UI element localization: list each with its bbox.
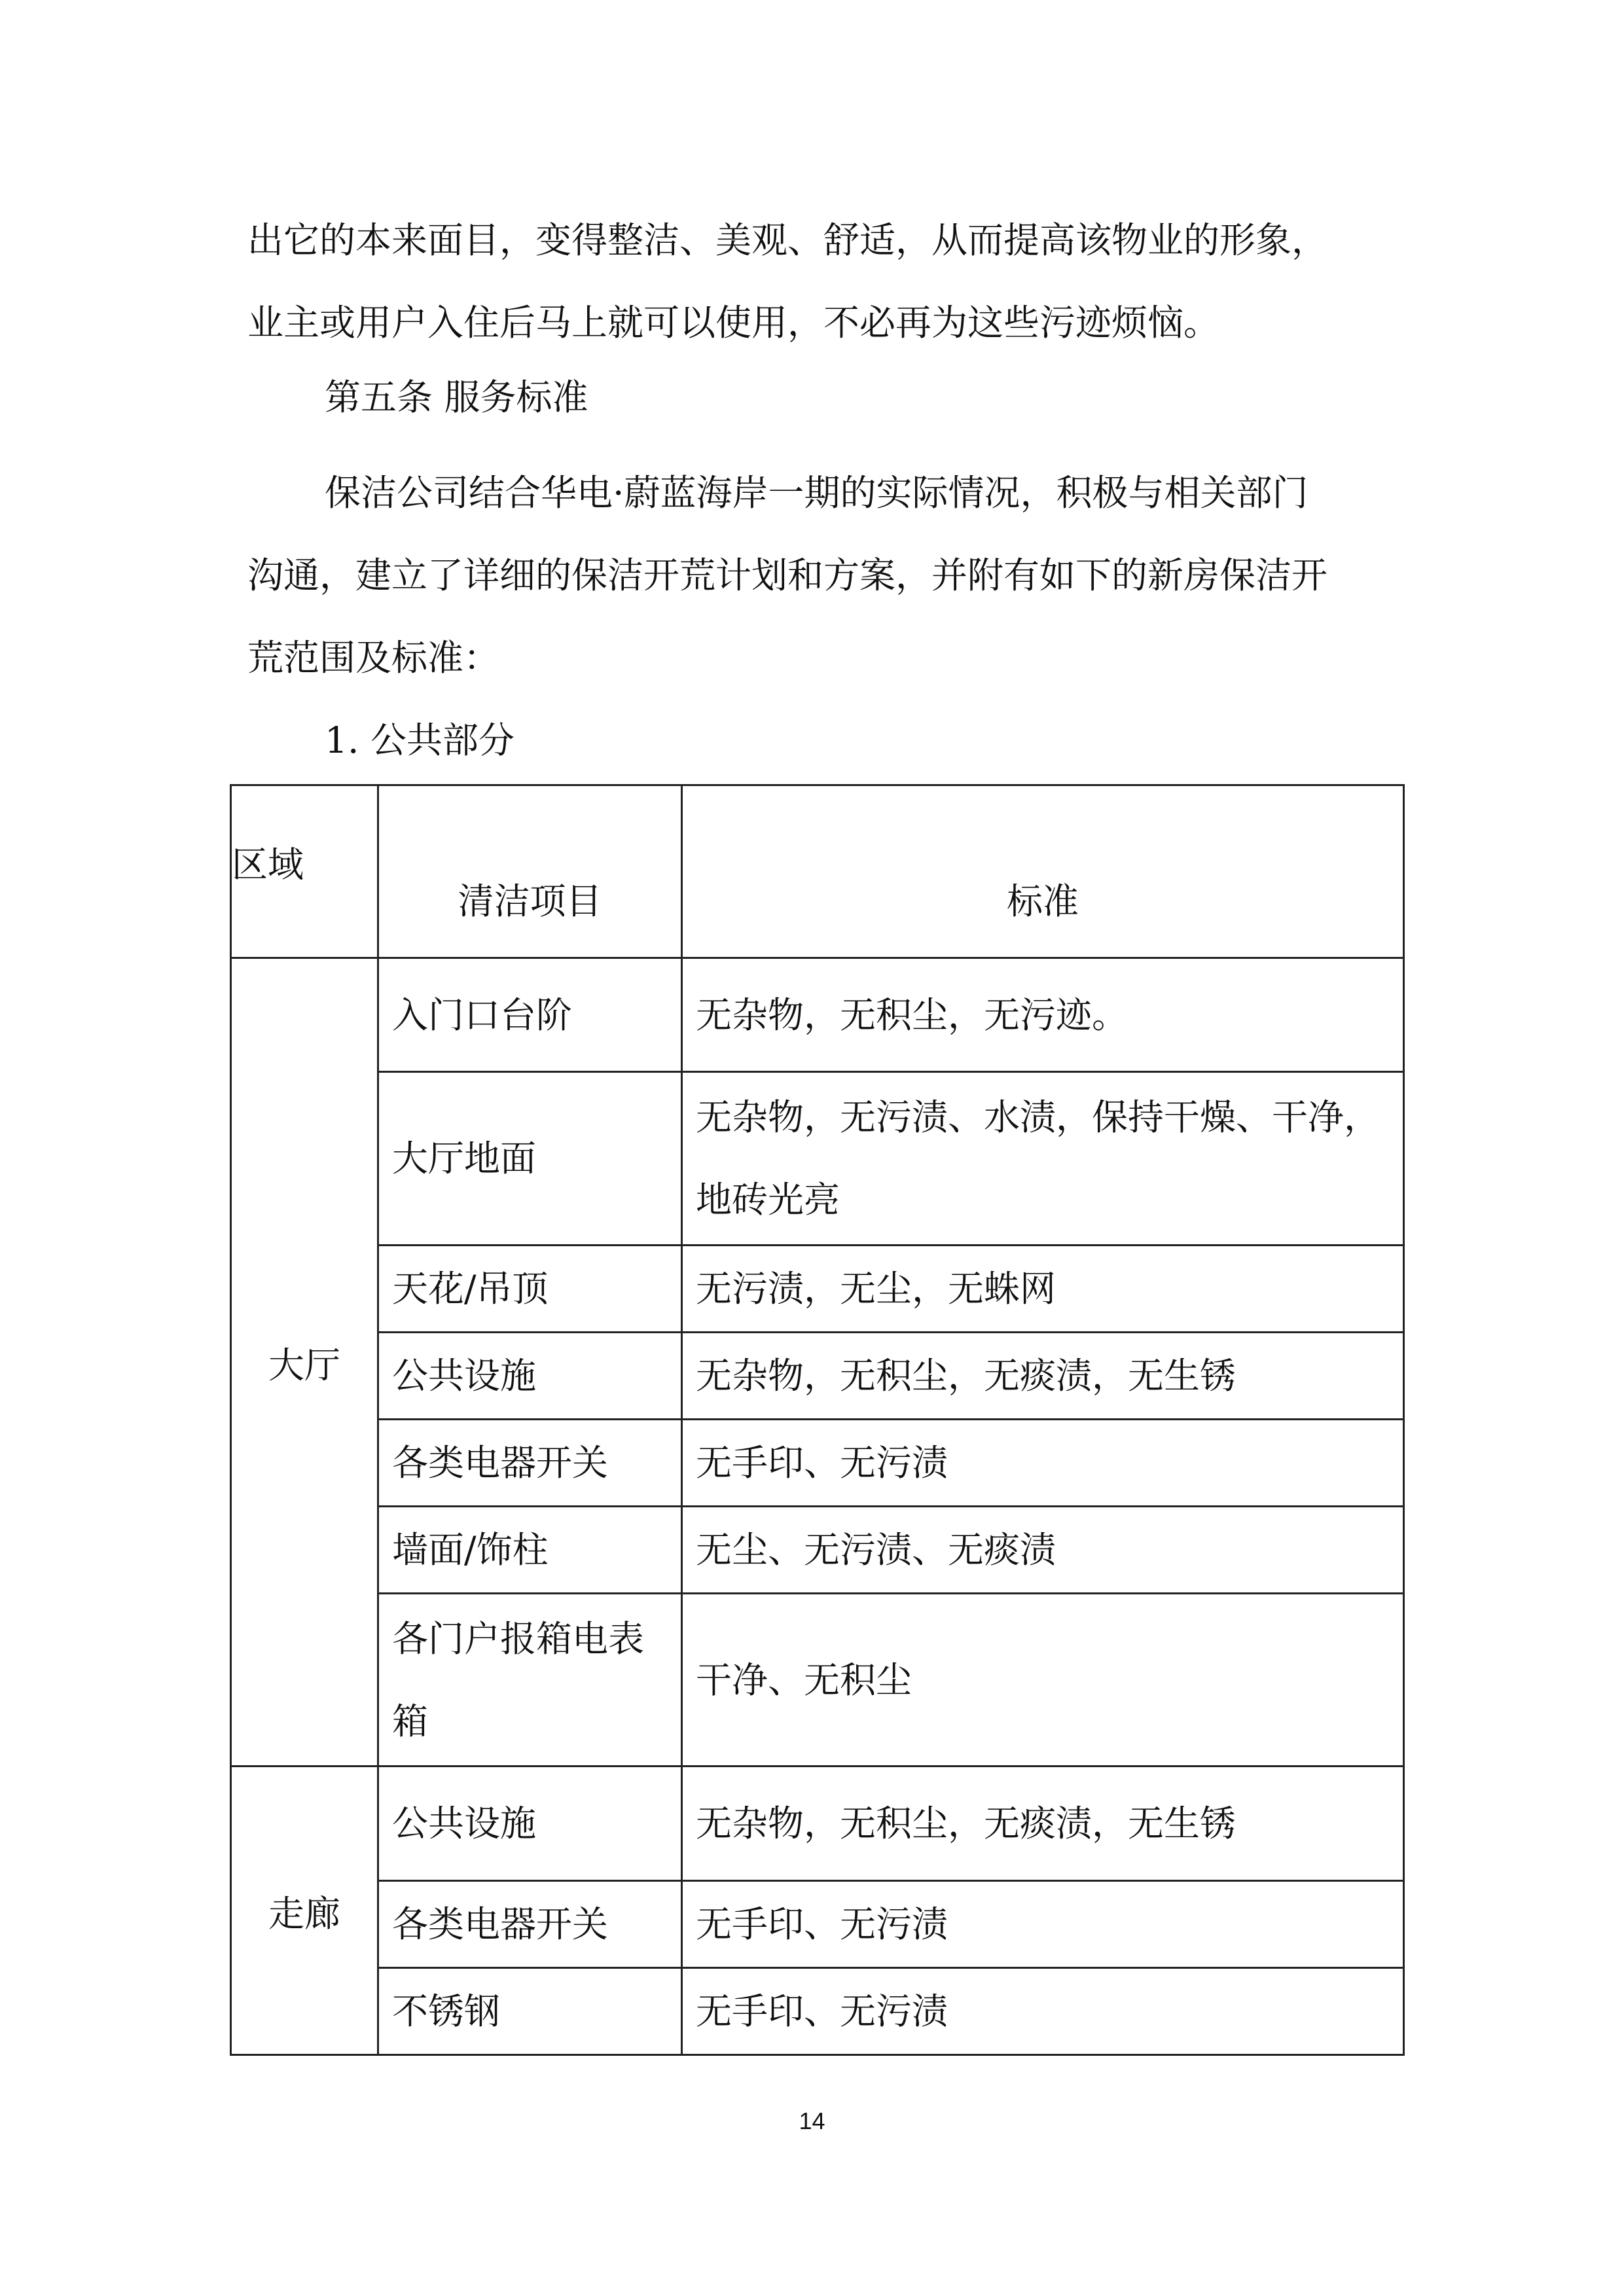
table-header-row: [231, 785, 1404, 958]
section-heading: 第五条 服务标准: [325, 376, 588, 418]
intro-line-2: 业主或用户入住后马上就可以使用，不必再为这些污迹烦恼。: [247, 302, 1220, 344]
header-standard: 标准: [682, 785, 1404, 958]
standard-cell: 无杂物，无积尘，无污迹。: [682, 958, 1404, 1072]
subheading-public-area: 1. 公共部分: [325, 719, 514, 761]
item-cell: 公共设施: [378, 1333, 682, 1420]
area-cell-lobby: 大厅: [231, 958, 378, 1767]
area-cell-corridor: 走廊: [231, 1767, 378, 2055]
standard-cell: 无污渍，无尘，无蛛网: [682, 1246, 1404, 1333]
table-row: [231, 1881, 1404, 1968]
standard-cell: 无尘、无污渍、无痰渍: [682, 1507, 1404, 1594]
table-row: [231, 1246, 1404, 1333]
intro-line-1: 出它的本来面目，变得整洁、美观、舒适，从而提高该物业的形象，: [247, 219, 1328, 261]
description-paragraph: [247, 452, 1382, 699]
para-line-1: 保洁公司结合华电·蔚蓝海岸一期的实际情况，积极与相关部门: [325, 472, 1308, 514]
table-row: [231, 958, 1404, 1072]
standard-cell: 干净、无积尘: [682, 1594, 1404, 1767]
standard-cell: 无手印、无污渍: [682, 1968, 1404, 2055]
item-cell: 各类电器开关: [378, 1420, 682, 1507]
table-row: [231, 1968, 1404, 2055]
table-row: [231, 1420, 1404, 1507]
item-cell: 大厅地面: [378, 1072, 682, 1246]
standard-cell: 无手印、无污渍: [682, 1881, 1404, 1968]
item-cell: 入门口台阶: [378, 958, 682, 1072]
para-line-2: 沟通，建立了详细的保洁开荒计划和方案，并附有如下的新房保洁开: [247, 554, 1328, 596]
table-row: [231, 1594, 1404, 1767]
para-line-3: 荒范围及标准：: [247, 637, 500, 679]
item-cell: 各门户报箱电表箱: [378, 1594, 682, 1767]
table-row: [231, 1072, 1404, 1246]
intro-paragraph: [247, 199, 1382, 364]
item-cell: 不锈钢: [378, 1968, 682, 2055]
item-cell: 天花/吊顶: [378, 1246, 682, 1333]
header-area: 区域: [231, 785, 378, 958]
item-cell: 墙面/饰柱: [378, 1507, 682, 1594]
item-cell: 公共设施: [378, 1767, 682, 1881]
standard-cell: 无杂物，无积尘，无痰渍，无生锈: [682, 1333, 1404, 1420]
standard-cell: 无手印、无污渍: [682, 1420, 1404, 1507]
standard-cell: 无杂物，无污渍、水渍，保持干燥、干净，地砖光亮: [682, 1072, 1404, 1246]
item-cell: 各类电器开关: [378, 1881, 682, 1968]
page-number: 14: [799, 2108, 825, 2134]
table-row: [231, 1767, 1404, 1881]
table-row: [231, 1333, 1404, 1420]
table-row: [231, 1507, 1404, 1594]
header-item: 清洁项目: [378, 785, 682, 958]
standard-cell: 无杂物，无积尘，无痰渍，无生锈: [682, 1767, 1404, 1881]
cleaning-standards-table: [230, 784, 1405, 2056]
